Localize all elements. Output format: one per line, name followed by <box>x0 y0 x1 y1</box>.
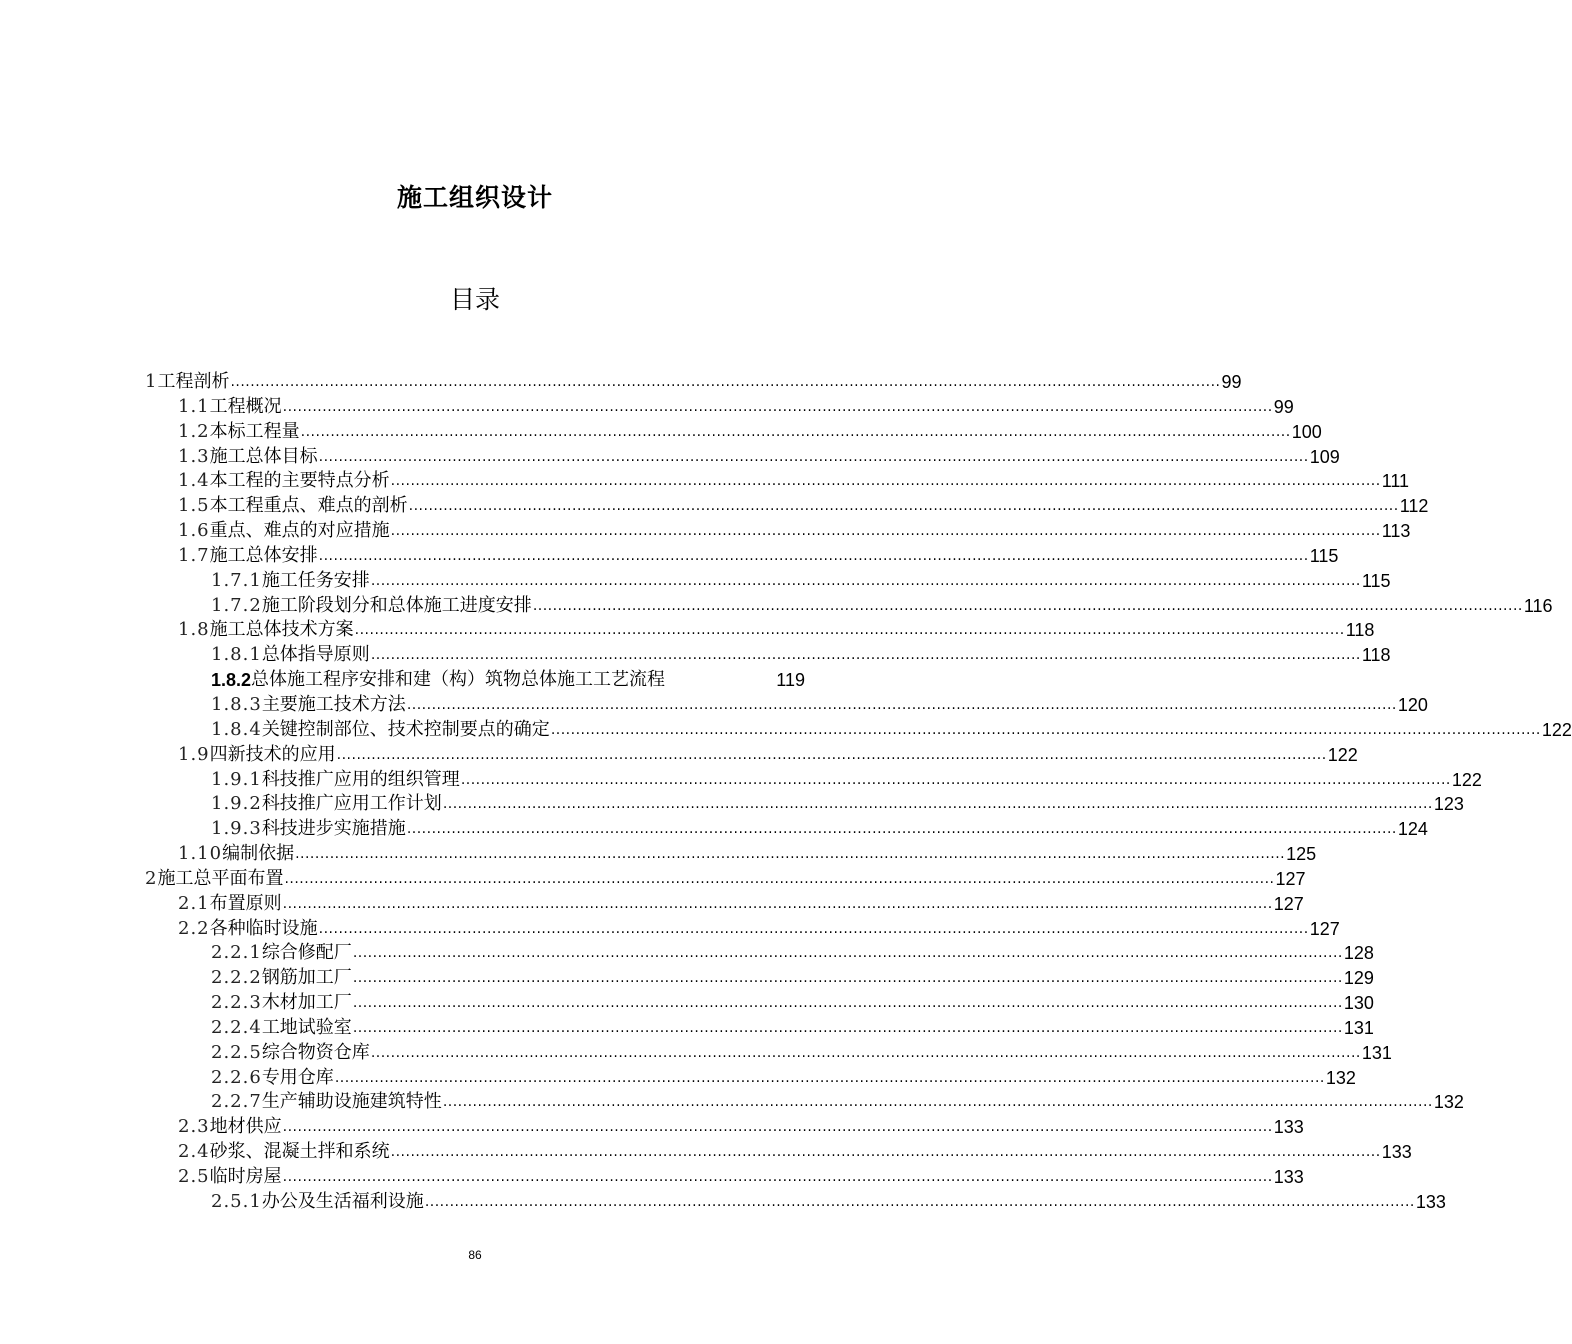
toc-entry-title: 主要施工技术方法 <box>261 693 406 715</box>
toc-entry[interactable] <box>145 991 1374 1016</box>
toc-entry[interactable] <box>145 718 1572 743</box>
toc-entry-number: 1.9 <box>178 743 210 765</box>
toc-entry-number: 1.2 <box>178 420 210 442</box>
toc-dot-leader: ........................................................................................................................................................................................................ <box>370 1044 1361 1061</box>
toc-entry[interactable] <box>145 420 1322 445</box>
toc-entry-number: 1.8.3 <box>211 693 262 715</box>
toc-entry-title: 钢筋加工厂 <box>261 967 352 989</box>
toc-dot-leader: ........................................................................................................................................................................................................ <box>318 547 1309 564</box>
toc-entry-title: 总体指导原则 <box>261 644 370 666</box>
toc-entry-number: 2.2.6 <box>211 1066 262 1088</box>
toc-entry-number: 1.9.3 <box>211 818 262 840</box>
toc-dot-leader: ........................................................................................................................................................................................................ <box>370 572 1361 589</box>
toc-entry-title: 科技推广应用工作计划 <box>261 793 442 815</box>
toc-entry[interactable] <box>145 1090 1464 1115</box>
toc-entry-title: 地材供应 <box>209 1116 282 1138</box>
toc-entry-title: 工程概况 <box>209 395 282 417</box>
toc-entry-number: 2.4 <box>178 1141 210 1163</box>
toc-entry[interactable] <box>145 469 1410 494</box>
toc-dot-leader: ........................................................................................................................................................................................................ <box>424 1193 1415 1210</box>
toc-entry-title: 施工总平面布置 <box>157 867 284 889</box>
toc-entry-title: 施工总体安排 <box>209 544 318 566</box>
toc-entry-number: 2.2.1 <box>211 942 262 964</box>
toc-dot-leader: ........................................................................................................................................................................................................ <box>406 821 1397 838</box>
toc-entry-title: 本工程的主要特点分析 <box>209 470 390 492</box>
toc-entry-title: 各种临时设施 <box>209 917 318 939</box>
toc-entry[interactable] <box>145 693 1428 718</box>
toc-entry-page: 99 <box>1273 396 1294 417</box>
toc-dot-leader: ........................................................................................................................................................................................................ <box>390 473 1381 490</box>
toc-entry[interactable] <box>145 594 1553 619</box>
toc-entry[interactable] <box>145 618 1375 643</box>
toc-entry-page: 130 <box>1343 993 1374 1014</box>
toc-dot-leader: ........................................................................................................................................................................................................ <box>460 771 1451 788</box>
toc-entry[interactable] <box>145 395 1294 420</box>
toc-entry-title: 工地试验室 <box>261 1016 352 1038</box>
toc-entry-title: 专用仓库 <box>261 1066 334 1088</box>
toc-entry[interactable] <box>145 445 1340 470</box>
toc-dot-leader: ........................................................................................................................................................................................................ <box>352 1019 1343 1036</box>
table-of-contents <box>145 370 1572 1215</box>
toc-entry-number: 1.4 <box>178 470 210 492</box>
toc-entry-title: 施工总体技术方案 <box>209 619 354 641</box>
toc-entry-title: 科技推广应用的组织管理 <box>261 768 460 790</box>
toc-heading: 目录 <box>449 285 500 314</box>
toc-entry[interactable] <box>145 569 1391 594</box>
toc-entry-page: 129 <box>1343 968 1374 989</box>
toc-entry-page: 115 <box>1361 570 1391 591</box>
toc-entry-title: 关键控制部位、技术控制要点的确定 <box>261 718 550 740</box>
toc-entry-page: 127 <box>1275 868 1306 889</box>
toc-dot-leader: ........................................................................................................................................................................................................ <box>408 498 1399 515</box>
toc-entry[interactable] <box>145 643 1391 668</box>
toc-entry-page: 116 <box>1523 595 1553 616</box>
toc-entry[interactable] <box>145 1140 1412 1165</box>
toc-dot-leader: ........................................................................................................................................................................................................ <box>282 1169 1273 1185</box>
toc-entry-page: 124 <box>1397 819 1428 840</box>
toc-dot-leader: ........................................................................................................................................................................................................ <box>390 523 1381 540</box>
toc-entry-number: 1.8.2 <box>211 670 252 691</box>
toc-entry-page: 127 <box>1309 918 1340 939</box>
toc-dot-leader: ........................................................................................................................................................................................................ <box>282 895 1273 912</box>
toc-entry-page: 133 <box>1273 1167 1304 1187</box>
toc-entry-page: 113 <box>1381 521 1411 542</box>
toc-entry[interactable] <box>145 1190 1446 1215</box>
toc-entry-page: 122 <box>1451 769 1482 790</box>
toc-entry-number: 1.5 <box>178 495 210 517</box>
toc-entry-title: 施工任务安排 <box>261 569 370 591</box>
toc-entry[interactable] <box>145 941 1374 966</box>
toc-entry-title: 重点、难点的对应措施 <box>209 520 390 542</box>
toc-entry-number: 2.2 <box>178 917 210 939</box>
toc-entry-number: 2.2.3 <box>211 992 262 1014</box>
toc-entry-page: 128 <box>1343 943 1374 964</box>
toc-entry-page: 115 <box>1309 545 1339 566</box>
toc-entry-page: 125 <box>1286 844 1317 865</box>
toc-entry-number: 1.6 <box>178 520 210 542</box>
toc-entry-number: 1.7 <box>178 544 210 566</box>
toc-entry-number: 2.3 <box>178 1116 210 1138</box>
toc-entry-number: 2.2.4 <box>211 1016 262 1038</box>
toc-entry-title: 综合修配厂 <box>261 942 352 964</box>
document-title: 施工组织设计 <box>396 183 553 212</box>
toc-entry[interactable] <box>145 867 1306 892</box>
toc-entry-number: 2.2.7 <box>211 1091 262 1113</box>
toc-entry-number: 1.9.2 <box>211 793 262 815</box>
page-number: 86 <box>468 1248 482 1262</box>
toc-entry-page: 131 <box>1343 1017 1374 1038</box>
toc-entry-page: 133 <box>1273 1117 1304 1138</box>
toc-entry-page: 133 <box>1381 1142 1412 1163</box>
toc-entry-title: 木材加工厂 <box>261 992 352 1014</box>
toc-entry-page: 122 <box>1327 744 1358 765</box>
toc-dot-leader: ........................................................................................................................................................................................................ <box>354 622 1345 639</box>
toc-entry[interactable] <box>145 519 1411 544</box>
toc-dot-leader: ........................................................................................................................................................................................................ <box>390 1144 1381 1161</box>
toc-dot-leader: ........................................................................................................................................................................................................ <box>406 696 1397 713</box>
toc-entry-title: 综合物资仓库 <box>261 1041 370 1063</box>
toc-entry-title: 工程剖析 <box>157 371 230 392</box>
toc-entry[interactable] <box>145 743 1358 768</box>
toc-dot-leader: ........................................................................................................................................................................................................ <box>352 970 1343 987</box>
toc-entry-number: 1.1 <box>178 395 210 417</box>
toc-entry-number: 2.1 <box>178 892 210 914</box>
toc-entry-number: 1.8.1 <box>211 644 262 666</box>
toc-entry-title: 布置原则 <box>209 892 282 914</box>
toc-entry-title: 编制依据 <box>222 843 295 865</box>
toc-entry-number: 1.3 <box>178 445 210 467</box>
toc-entry-number: 2.2.2 <box>211 967 262 989</box>
toc-entry-page: 118 <box>1361 645 1391 666</box>
toc-entry-page: 131 <box>1361 1042 1392 1063</box>
toc-dot-leader: ........................................................................................................................................................................................................ <box>532 597 1523 614</box>
toc-entry-page: 132 <box>1433 1092 1464 1113</box>
toc-entry-page: 109 <box>1309 446 1340 467</box>
toc-entry-number: 2.2.5 <box>211 1041 262 1063</box>
toc-dot-leader: ........................................................................................................................................................................................................ <box>352 945 1343 962</box>
toc-dot-leader: ........................................................................................................................................................................................................ <box>352 995 1343 1012</box>
toc-entry[interactable] <box>145 494 1429 519</box>
toc-entry-page: 112 <box>1399 496 1429 517</box>
toc-dot-leader: ........................................................................................................................................................................................................ <box>336 746 1327 763</box>
toc-entry-page: 118 <box>1345 620 1375 641</box>
toc-dot-leader: ........................................................................................................................................................................................................ <box>230 374 1221 390</box>
toc-entry-title: 生产辅助设施建筑特性 <box>261 1091 442 1113</box>
toc-entry-page: 120 <box>1397 694 1428 715</box>
toc-entry-title: 临时房屋 <box>209 1166 282 1187</box>
toc-entry-title: 办公及生活福利设施 <box>261 1190 424 1212</box>
toc-entry[interactable] <box>145 1066 1356 1091</box>
toc-entry-page: 122 <box>1541 719 1572 740</box>
toc-entry-page: 132 <box>1325 1067 1356 1088</box>
toc-entry[interactable] <box>145 768 1482 793</box>
toc-entry-page: 119 <box>776 670 805 691</box>
toc-entry[interactable] <box>145 1165 1304 1190</box>
toc-entry[interactable] <box>145 1115 1304 1140</box>
toc-entry-title: 科技进步实施措施 <box>261 818 406 840</box>
toc-entry-page: 99 <box>1221 372 1242 392</box>
toc-entry-title: 施工总体目标 <box>209 445 318 467</box>
toc-entry-number: 1 <box>145 371 158 392</box>
toc-entry-page: 133 <box>1415 1191 1446 1212</box>
toc-entry-title: 本标工程量 <box>209 420 300 442</box>
toc-entry[interactable] <box>145 1016 1374 1041</box>
toc-entry-title: 本工程重点、难点的剖析 <box>209 495 408 517</box>
toc-entry-number: 2 <box>145 867 158 889</box>
toc-dot-leader: ........................................................................................................................................................................................................ <box>295 846 1286 863</box>
toc-entry-page: 111 <box>1381 471 1410 492</box>
toc-entry[interactable] <box>145 892 1304 917</box>
toc-dot-leader: ........................................................................................................................................................................................................ <box>282 398 1273 415</box>
toc-dot-leader: ........................................................................................................................................................................................................ <box>442 796 1433 813</box>
toc-entry-page: 123 <box>1433 794 1464 815</box>
toc-dot-leader: ........................................................................................................................................................................................................ <box>370 647 1361 664</box>
toc-dot-leader: ........................................................................................................................................................................................................ <box>550 721 1541 738</box>
toc-entry[interactable] <box>145 668 805 693</box>
toc-entry-title: 四新技术的应用 <box>209 743 336 765</box>
toc-entry-number: 1.8 <box>178 619 210 641</box>
toc-entry-page: 127 <box>1273 893 1304 914</box>
toc-dot-leader: ........................................................................................................................................................................................................ <box>282 1119 1273 1136</box>
toc-entry-title: 砂浆、混凝土拌和系统 <box>209 1141 390 1163</box>
toc-entry[interactable] <box>145 842 1317 867</box>
toc-entry-number: 2.5 <box>178 1166 210 1187</box>
toc-entry-number: 1.7.2 <box>211 594 262 616</box>
toc-entry[interactable] <box>145 817 1428 842</box>
toc-dot-leader: ........................................................................................................................................................................................................ <box>318 448 1309 465</box>
toc-dot-leader: ........................................................................................................................................................................................................ <box>334 1069 1325 1086</box>
toc-entry-number: 1.9.1 <box>211 768 262 790</box>
toc-dot-leader: ........................................................................................................................................................................................................ <box>284 870 1275 887</box>
toc-entry[interactable] <box>145 917 1340 942</box>
toc-dot-leader: ........................................................................................................................................................................................................ <box>300 423 1291 440</box>
toc-entry[interactable] <box>145 966 1374 991</box>
toc-entry-number: 1.10 <box>178 843 223 865</box>
toc-entry-title: 总体施工程序安排和建（构）筑物总体施工工艺流程 <box>251 669 666 691</box>
toc-dot-leader: ........................................................................................................................................................................................................ <box>442 1094 1433 1111</box>
toc-dot-leader: ........................................................................................................................................................................................................ <box>318 920 1309 937</box>
toc-entry-number: 2.5.1 <box>211 1190 262 1212</box>
toc-entry-number: 1.7.1 <box>211 569 262 591</box>
toc-entry[interactable] <box>145 1041 1392 1066</box>
toc-entry[interactable] <box>145 544 1339 569</box>
toc-entry[interactable] <box>145 792 1464 817</box>
toc-entry-page: 100 <box>1291 421 1322 442</box>
toc-entry-number: 1.8.4 <box>211 718 262 740</box>
toc-entry[interactable] <box>145 370 1242 395</box>
toc-entry-title: 施工阶段划分和总体施工进度安排 <box>261 594 532 616</box>
